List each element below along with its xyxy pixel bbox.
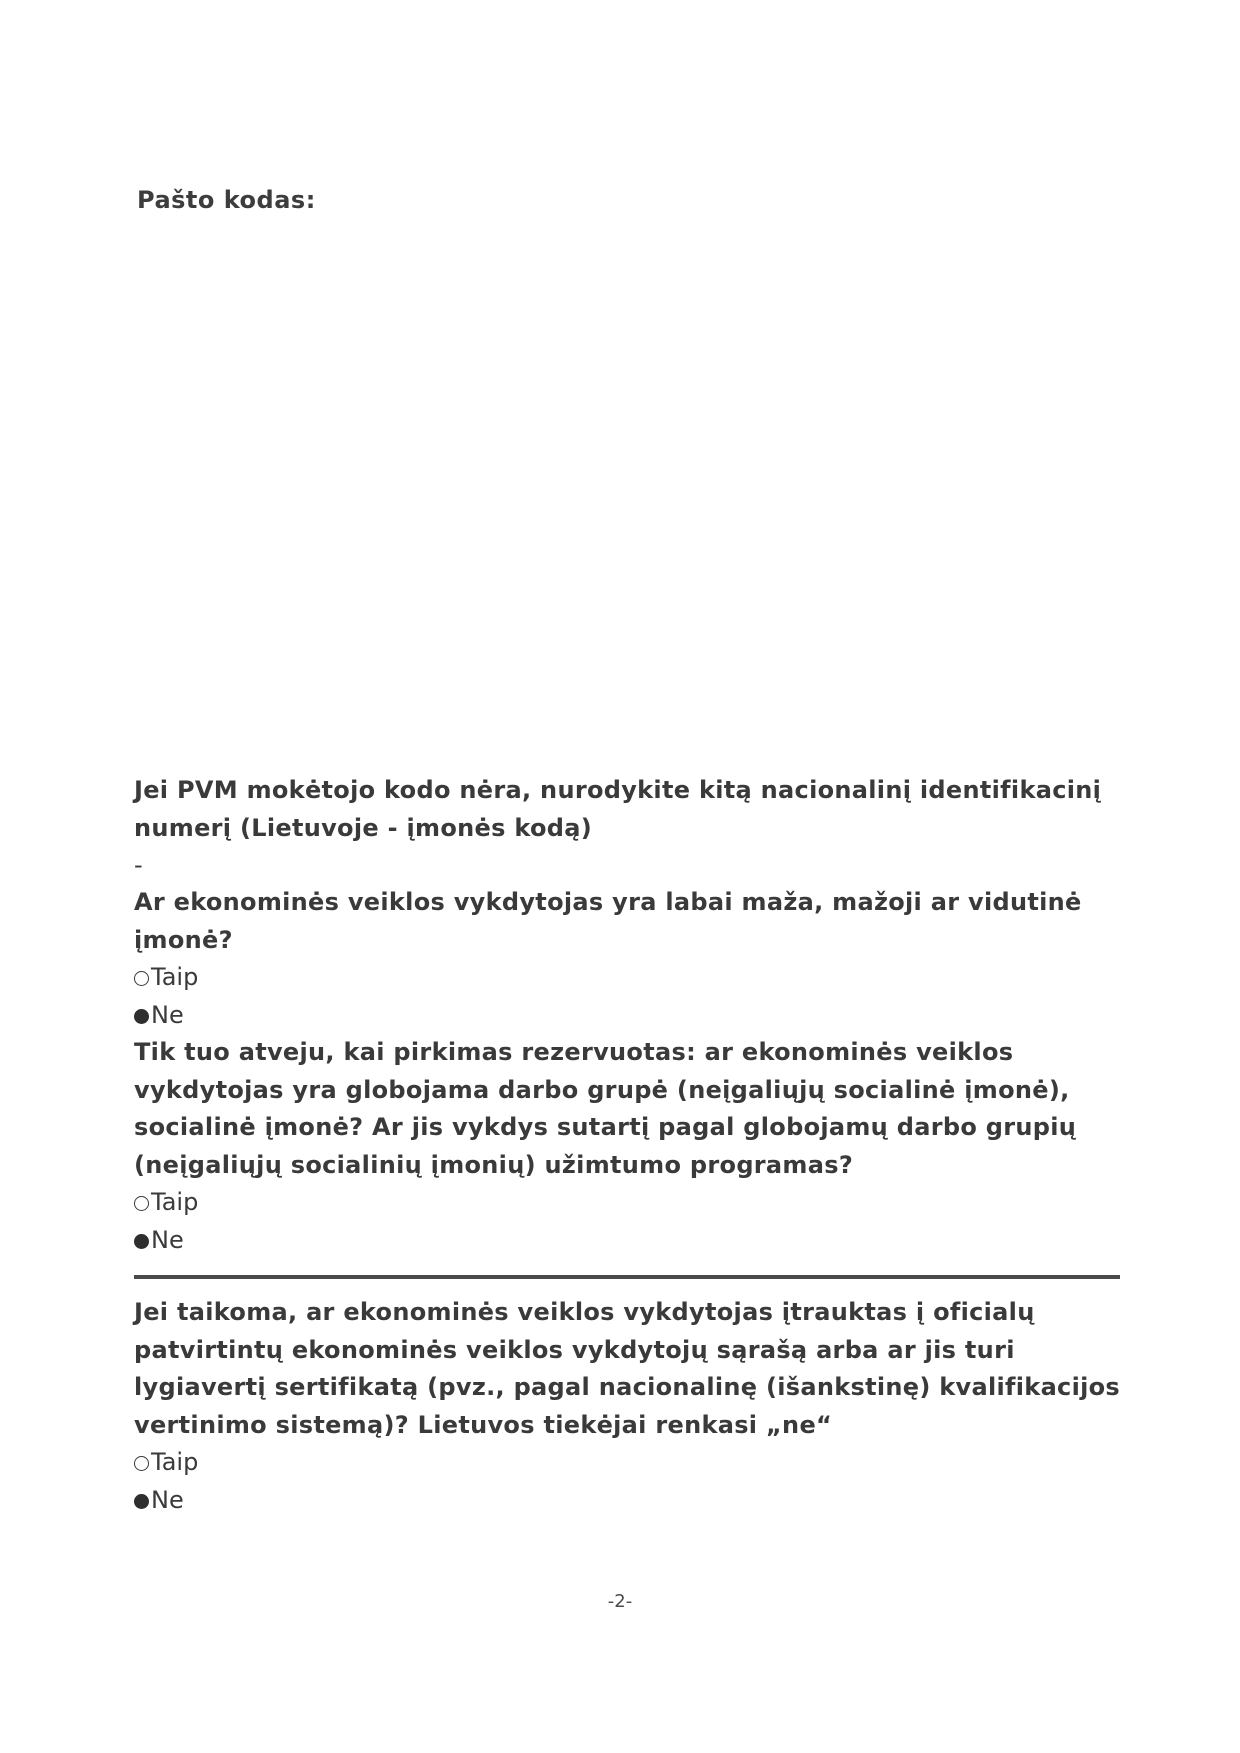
national-id-question: Jei PVM mokėtojo kodo nėra, nurodykite kitą nacionalinį identifikacinį numerį (Lietuvoje - įmonės kodą) — [134, 776, 1102, 842]
radio-selected-icon[interactable] — [134, 1234, 149, 1249]
radio-selected-icon[interactable] — [134, 1009, 149, 1024]
radio-unselected-icon[interactable] — [134, 1456, 149, 1471]
postal-code-label: Pašto kodas: — [137, 186, 316, 214]
radio-selected-icon[interactable] — [134, 1494, 149, 1509]
official-list-option-taip[interactable] — [134, 1444, 1124, 1482]
option-label: Taip — [151, 1448, 199, 1476]
section-divider — [134, 1275, 1120, 1279]
reserved-question: Tik tuo atveju, kai pirkimas rezervuotas: ar ekonominės veiklos vykdytojas yra globojama darbo grupė (neįgaliųjų socialinė įmonė), socialinė įmonė? Ar jis vykdys sutartį pagal globojamų darbo grupių (neįgaliųjų socialinių įmonių) užimtumo programas? — [134, 1038, 1077, 1179]
sme-option-taip[interactable] — [134, 959, 1124, 997]
official-list-option-ne[interactable] — [134, 1482, 1124, 1520]
official-list-question: Jei taikoma, ar ekonominės veiklos vykdytojas įtrauktas į oficialų patvirtintų ekonominės veiklos vykdytojų sąrašą arba ar jis turi lygiavertį sertifikatą (pvz., pagal nacionalinę (išankstinę) kvalifikacijos vertinimo sistemą)? Lietuvos tiekėjai renkasi „ne“ — [134, 1298, 1121, 1439]
sme-option-ne[interactable] — [134, 997, 1124, 1035]
option-label: Ne — [151, 1225, 184, 1254]
radio-unselected-icon[interactable] — [134, 1196, 149, 1211]
national-id-answer: - — [134, 851, 143, 879]
option-label: Taip — [151, 963, 199, 991]
option-label: Ne — [151, 1485, 184, 1514]
reserved-option-taip[interactable] — [134, 1184, 1124, 1222]
page-number: -2- — [607, 1591, 633, 1612]
option-label: Ne — [151, 1000, 184, 1029]
radio-unselected-icon[interactable] — [134, 971, 149, 986]
reserved-option-ne[interactable] — [134, 1222, 1124, 1260]
option-label: Taip — [151, 1188, 199, 1216]
form-content — [134, 772, 1124, 1519]
sme-question: Ar ekonominės veiklos vykdytojas yra labai maža, mažoji ar vidutinė įmonė? — [134, 888, 1082, 954]
